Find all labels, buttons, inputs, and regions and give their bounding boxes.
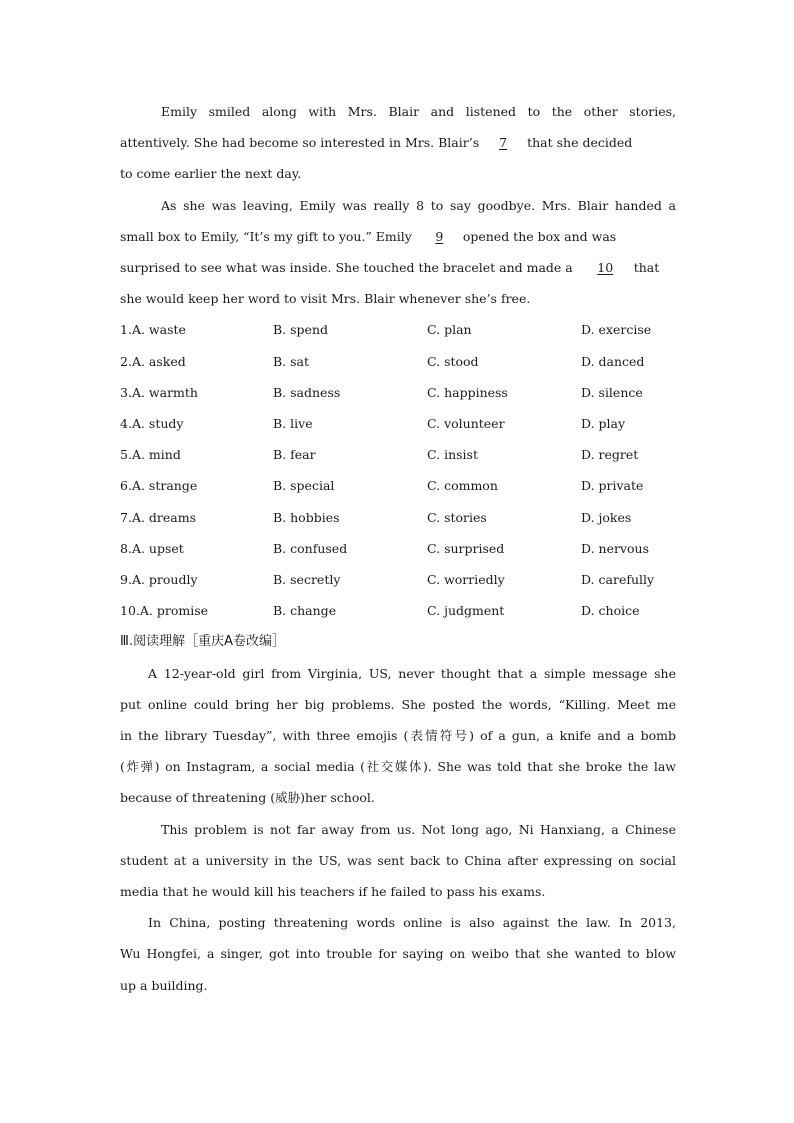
text-line: to come earlier the next day.	[120, 166, 302, 182]
blank-7: 7	[499, 135, 508, 151]
text-line: A 12-year-old girl from Virginia, US, never thought that a simple message she	[148, 665, 676, 681]
text-line: In China, posting threatening words online is also against the law. In 2013,	[148, 915, 676, 931]
reading-paragraph-1	[120, 658, 676, 814]
text-line: student at a university in the US, was sent back to China after expressing on social	[120, 852, 676, 868]
option-row: 9.A. proudly B. secretly C. worriedly D. carefully	[120, 572, 655, 588]
text-line: Wu Hongfei, a singer, got into trouble for saying on weibo that she wanted to blow	[120, 946, 676, 962]
document-page	[120, 96, 676, 1001]
text-line: attentively. She had become so interested in Mrs. Blair’s 7 that she decided	[120, 127, 676, 158]
text-line: in the library Tuesday”, with three emojis (表情符号) of a gun, a knife and a bomb	[120, 728, 676, 744]
text-line: because of threatening (威胁)her school.	[120, 790, 375, 806]
options-list	[120, 314, 676, 626]
text-line: As she was leaving, Emily was really 8 to say goodbye. Mrs. Blair handed a	[161, 197, 676, 213]
cloze-paragraph-1	[120, 96, 676, 190]
option-row: 2.A. asked B. sat C. stood D. danced	[120, 353, 645, 369]
blank-9: 9	[435, 228, 444, 244]
option-row: 8.A. upset B. confused C. surprised D. nervous	[120, 540, 649, 556]
cloze-paragraph-2	[120, 190, 676, 315]
text-line: This problem is not far away from us. Not long ago, Ni Hanxiang, a Chinese	[161, 821, 676, 837]
reading-paragraph-3	[120, 907, 676, 1001]
option-row: 4.A. study B. live C. volunteer D. play	[120, 416, 626, 432]
text-line: up a building.	[120, 977, 208, 993]
reading-paragraph-2	[120, 814, 676, 908]
option-row: 7.A. dreams B. hobbies C. stories D. jokes	[120, 509, 632, 525]
text-line: Emily smiled along with Mrs. Blair and listened to the other stories,	[161, 104, 676, 119]
option-row: 3.A. warmth B. sadness C. happiness D. silence	[120, 384, 643, 400]
section-heading: Ⅲ.阅读理解［重庆A卷改编］	[120, 634, 285, 650]
blank-10: 10	[597, 260, 614, 276]
text-line: media that he would kill his teachers if he failed to pass his exams.	[120, 884, 546, 900]
text-line: put online could bring her big problems. She posted the words, “Killing. Meet me	[120, 696, 676, 712]
text-line: small box to Emily, “It’s my gift to you.” Emily 9 opened the box and was	[120, 221, 676, 252]
option-row: 10.A. promise B. change C. judgment D. choice	[120, 603, 640, 619]
text-line: (炸弹) on Instagram, a social media (社交媒体). She was told that she broke the law	[120, 759, 676, 775]
option-row: 5.A. mind B. fear C. insist D. regret	[120, 447, 639, 463]
text-line: surprised to see what was inside. She touched the bracelet and made a 10 that	[120, 252, 676, 283]
text-line: she would keep her word to visit Mrs. Blair whenever she’s free.	[120, 291, 531, 307]
option-row: 6.A. strange B. special C. common D. private	[120, 478, 644, 494]
option-row: 1.A. waste B. spend C. plan D. exercise	[120, 322, 652, 338]
